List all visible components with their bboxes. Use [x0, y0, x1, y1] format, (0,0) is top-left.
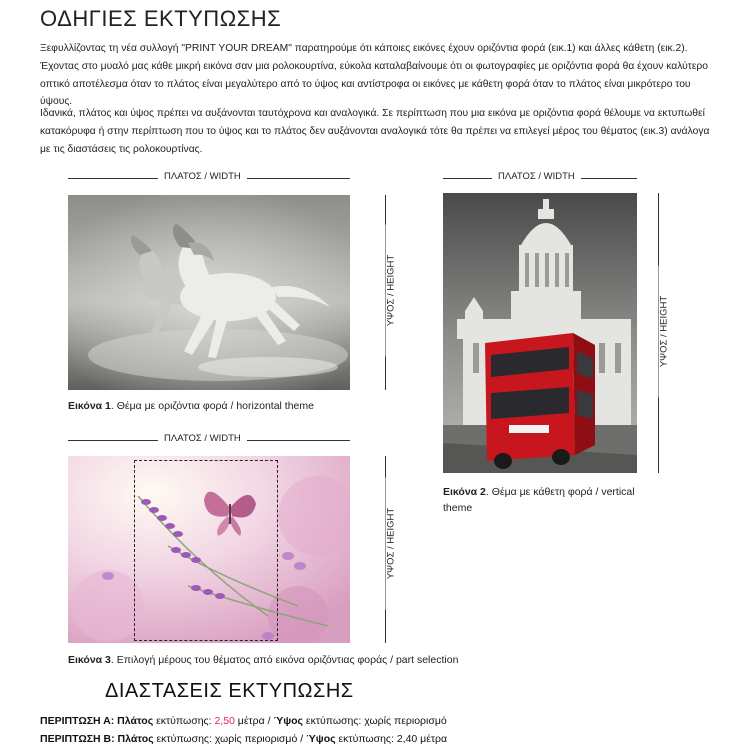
fig1-height-label: ΥΨΟΣ / HEIGHT	[386, 225, 397, 357]
fig2-caption-label: Εικόνα 2	[443, 486, 486, 498]
case-a-width-unit: μέτρα /	[234, 715, 274, 727]
case-b-width-text: εκτύπωσης: χωρίς περιορισμό /	[153, 733, 307, 745]
fig1-caption-text: . Θέμα με οριζόντια φορά / horizontal theme	[110, 400, 314, 412]
fig3-height-label: ΥΨΟΣ / HEIGHT	[386, 478, 397, 610]
fig1-width-label: ΠΛΑΤΟΣ / WIDTH	[158, 171, 247, 182]
case-a-label: ΠΕΡΙΠΤΩΣΗ Α:	[40, 715, 115, 727]
case-a-line	[40, 715, 447, 727]
intro-paragraph: Ξεφυλλίζοντας τη νέα συλλογή "PRINT YOUR DREAM" παρατηρούμε ότι κάποιες εικόνες έχουν οριζόντια φορά (εικ.1) και άλλες κάθετη (εικ.2). Έχοντας στο μυαλό μας κάθε μικρή εικόνα σαν μια ρολοκουρτίνα, εύκολα καταλαβαίνουμε ότι οι φωτογραφίες με οριζόντια φορά θα έχουν καλύτερο οπτικό αποτέλεσμα όταν το πλάτος είναι μεγαλύτερο από το ύψος και αντίστροφα οι εικόνες με κάθετη φορά όταν το πλάτος είναι μικρότερο του ύψους.	[40, 43, 708, 108]
print-dimensions-title: ΔΙΑΣΤΑΣΕΙΣ ΕΚΤΥΠΩΣΗΣ	[105, 680, 354, 702]
fig3-caption-label: Εικόνα 3	[68, 654, 111, 666]
fig2-london-bus-image	[443, 193, 637, 473]
case-b-height-word: Ύψος	[306, 733, 336, 745]
fig3-caption-text: . Επιλογή μέρους του θέματος από εικόνα οριζόντιας φοράς / part selection	[110, 654, 459, 666]
case-b-height-text: εκτύπωσης: 2,40 μέτρα	[335, 733, 448, 745]
fig1-caption	[68, 398, 368, 414]
fig3-width-label: ΠΛΑΤΟΣ / WIDTH	[158, 433, 247, 444]
fig1-horses-image	[68, 195, 350, 390]
case-b-line	[40, 733, 447, 745]
fig3-caption	[68, 652, 568, 668]
fig2-caption	[443, 484, 653, 516]
case-b-label: ΠΕΡΙΠΤΩΣΗ Β:	[40, 733, 115, 745]
page-title: ΟΔΗΓΙΕΣ ΕΚΤΥΠΩΣΗΣ	[40, 6, 282, 31]
case-a-width-word: Πλάτος	[117, 715, 154, 727]
case-a-height-word: Ύψος	[273, 715, 303, 727]
case-a-width-value: 2,50	[214, 715, 235, 727]
guidance-paragraph: Ιδανικά, πλάτος και ύψος πρέπει να αυξάνονται ταυτόχρονα και αναλογικά. Σε περίπτωση που μια εικόνα με οριζόντια φορά θέλουμε να εκτυπωθεί κατακόρυφα ή στην περίπτωση που το ύψος και το πλάτος δεν αυξάνονται αναλογικά τότε θα πρέπει να επιλεγεί μέρος του θέματος (εικ.3) ανάλογα με τις διαστάσεις τις ρολοκουρτίνας.	[40, 108, 710, 155]
fig3-lavender-butterfly-image	[68, 456, 350, 643]
fig2-caption-text: . Θέμα με κάθετη φορά / vertical theme	[443, 486, 635, 514]
fig3-part-selection-frame	[134, 460, 278, 641]
case-a-height-text: εκτύπωσης: χωρίς περιορισμό	[303, 715, 447, 727]
fig2-height-label: ΥΨΟΣ / HEIGHT	[659, 266, 670, 398]
case-b-width-word: Πλάτος	[117, 733, 154, 745]
fig1-caption-label: Εικόνα 1	[68, 400, 111, 412]
case-a-width-text: εκτύπωσης:	[153, 715, 215, 727]
fig2-width-label: ΠΛΑΤΟΣ / WIDTH	[492, 171, 581, 182]
